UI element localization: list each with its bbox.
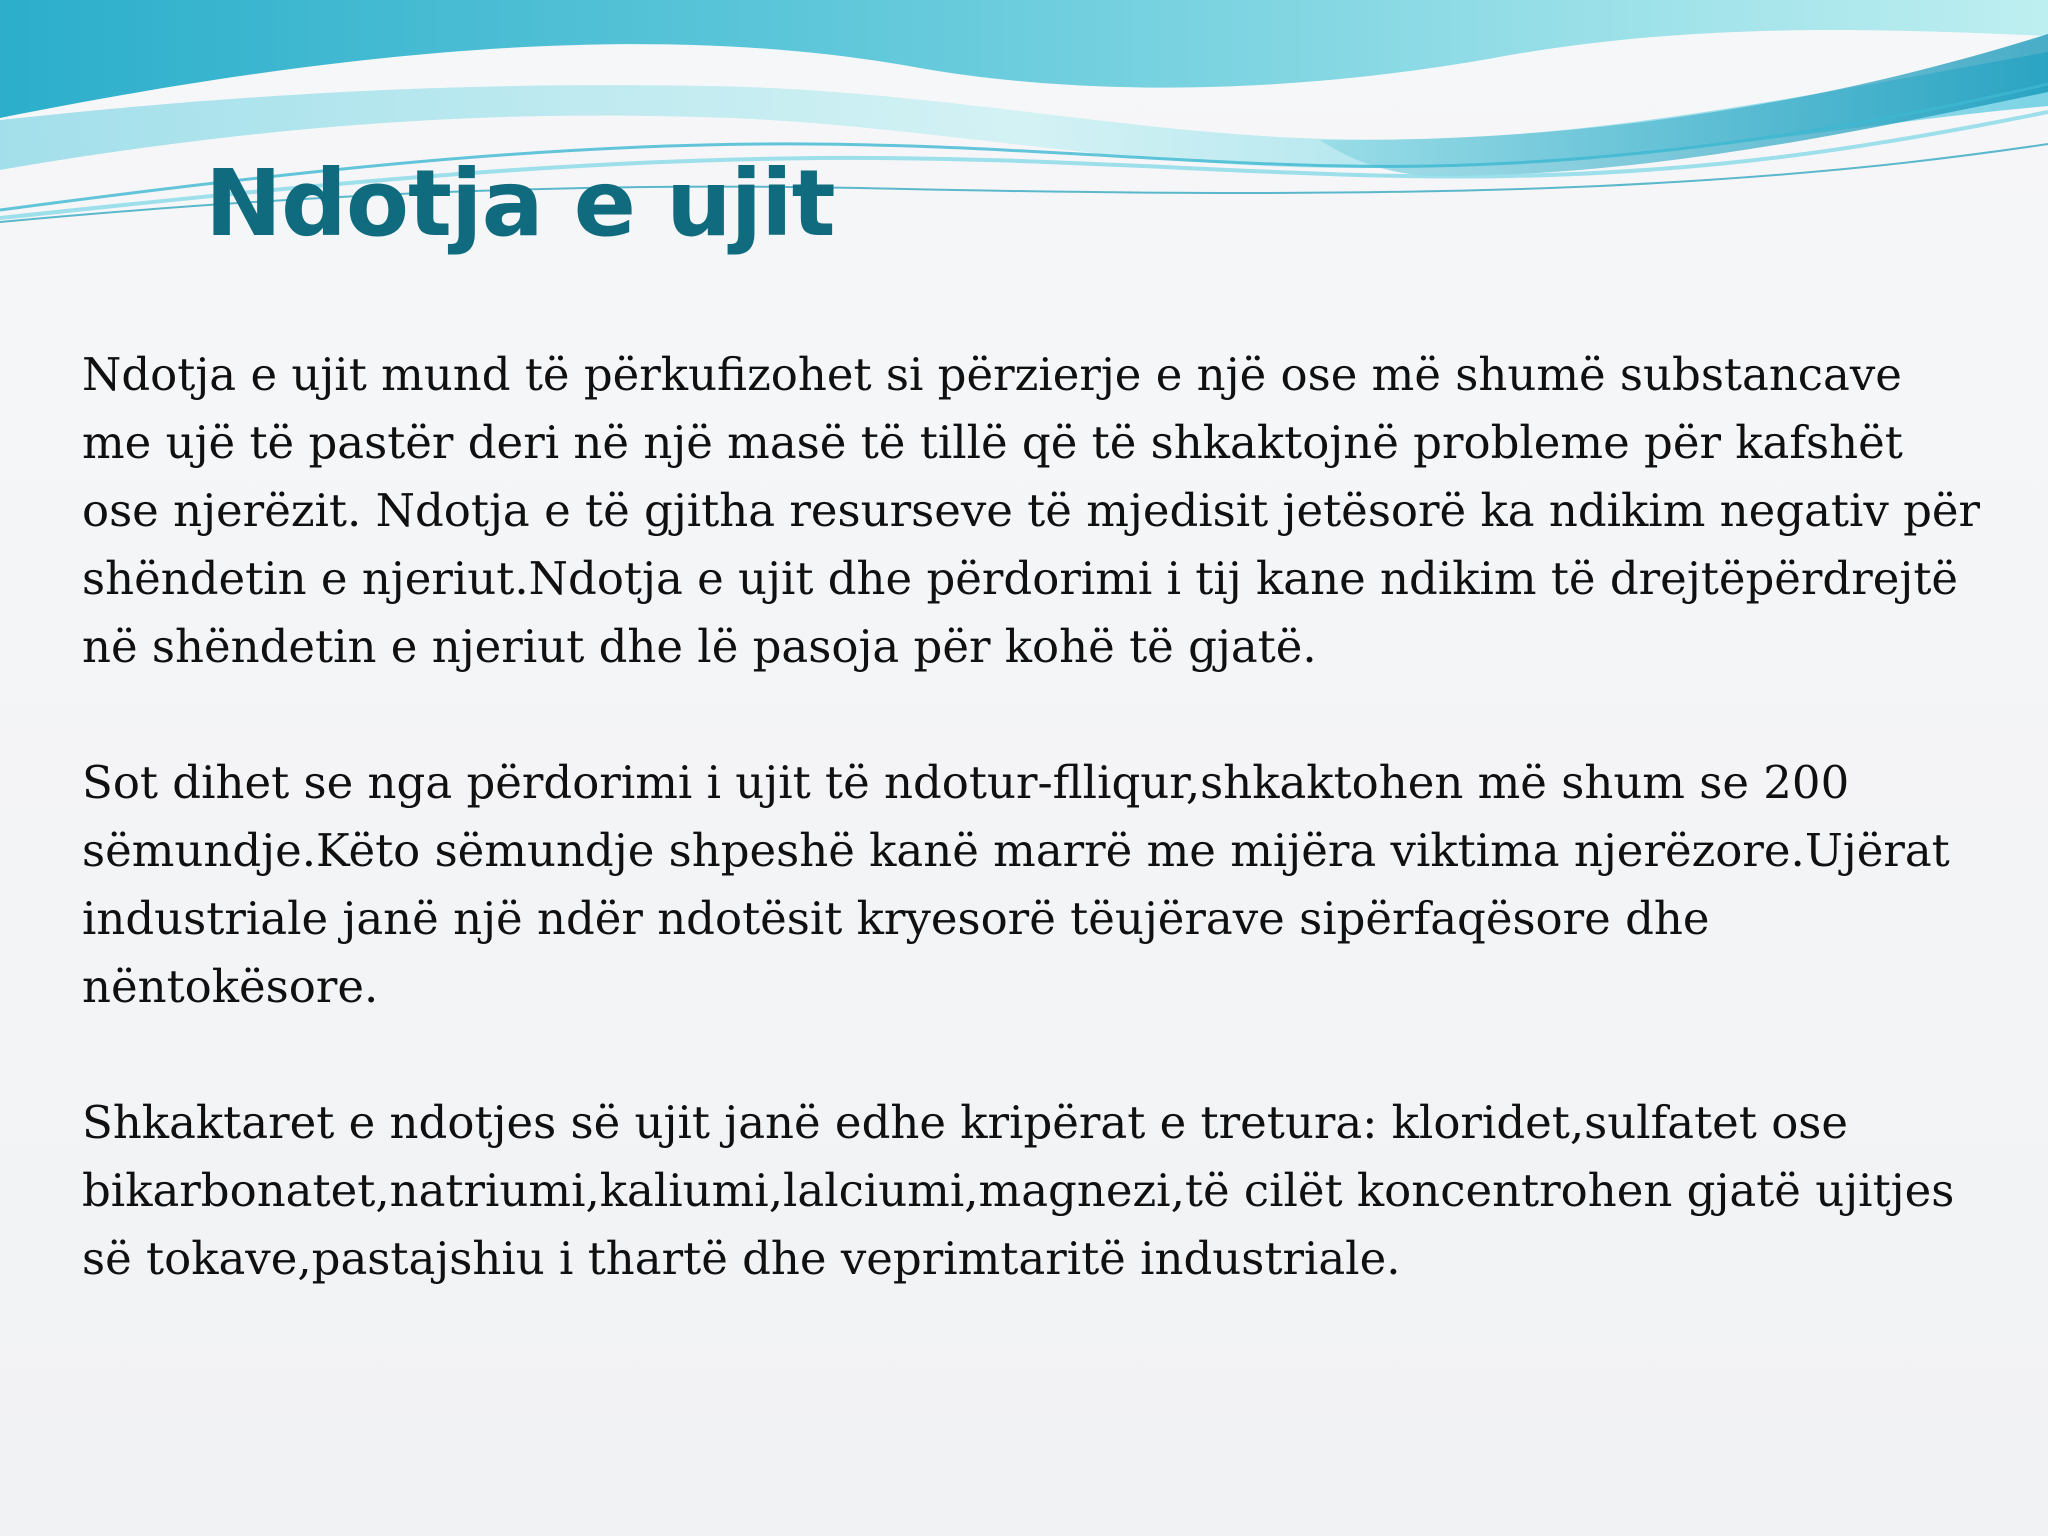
- paragraph-2: Sot dihet se nga përdorimi i ujit të ndotur-flliqur,shkaktohen më shum se 200 sëmundje.Këto sëmundje shpeshë kanë marrë me mijëra viktima njerëzore.Ujërat industriale janë një ndër ndotësit kryesorë tëujërave sipërfaqësore dhe nëntokësore.: [82, 756, 1950, 1013]
- paragraph-1: Ndotja e ujit mund të përkufizohet si përzierje e një ose më shumë substancave me ujë të pastër deri në një masë të tillë që të shkaktojnë probleme për kafshët ose njerëzit. Ndotja e të gjitha resurseve të mjedisit jetësorë ka ndikim negativ për shëndetin e njeriut.Ndotja e ujit dhe përdorimi i tij kane ndikim të drejtëpërdrejtë në shëndetin e njeriut dhe lë pasoja për kohë të gjatë.: [82, 348, 1981, 673]
- paragraph-3: Shkaktaret e ndotjes së ujit janë edhe kripërat e tretura: kloridet,sulfatet ose bikarbonatet,natriumi,kaliumi,lalciumi,magnezi,të cilët koncentrohen gjatë ujitjes së tokave,pastajshiu i thartë dhe veprimtaritë industriale.: [82, 1096, 1955, 1285]
- slide-title: Ndotja e ujit: [205, 150, 835, 257]
- content-body: [82, 341, 1982, 1293]
